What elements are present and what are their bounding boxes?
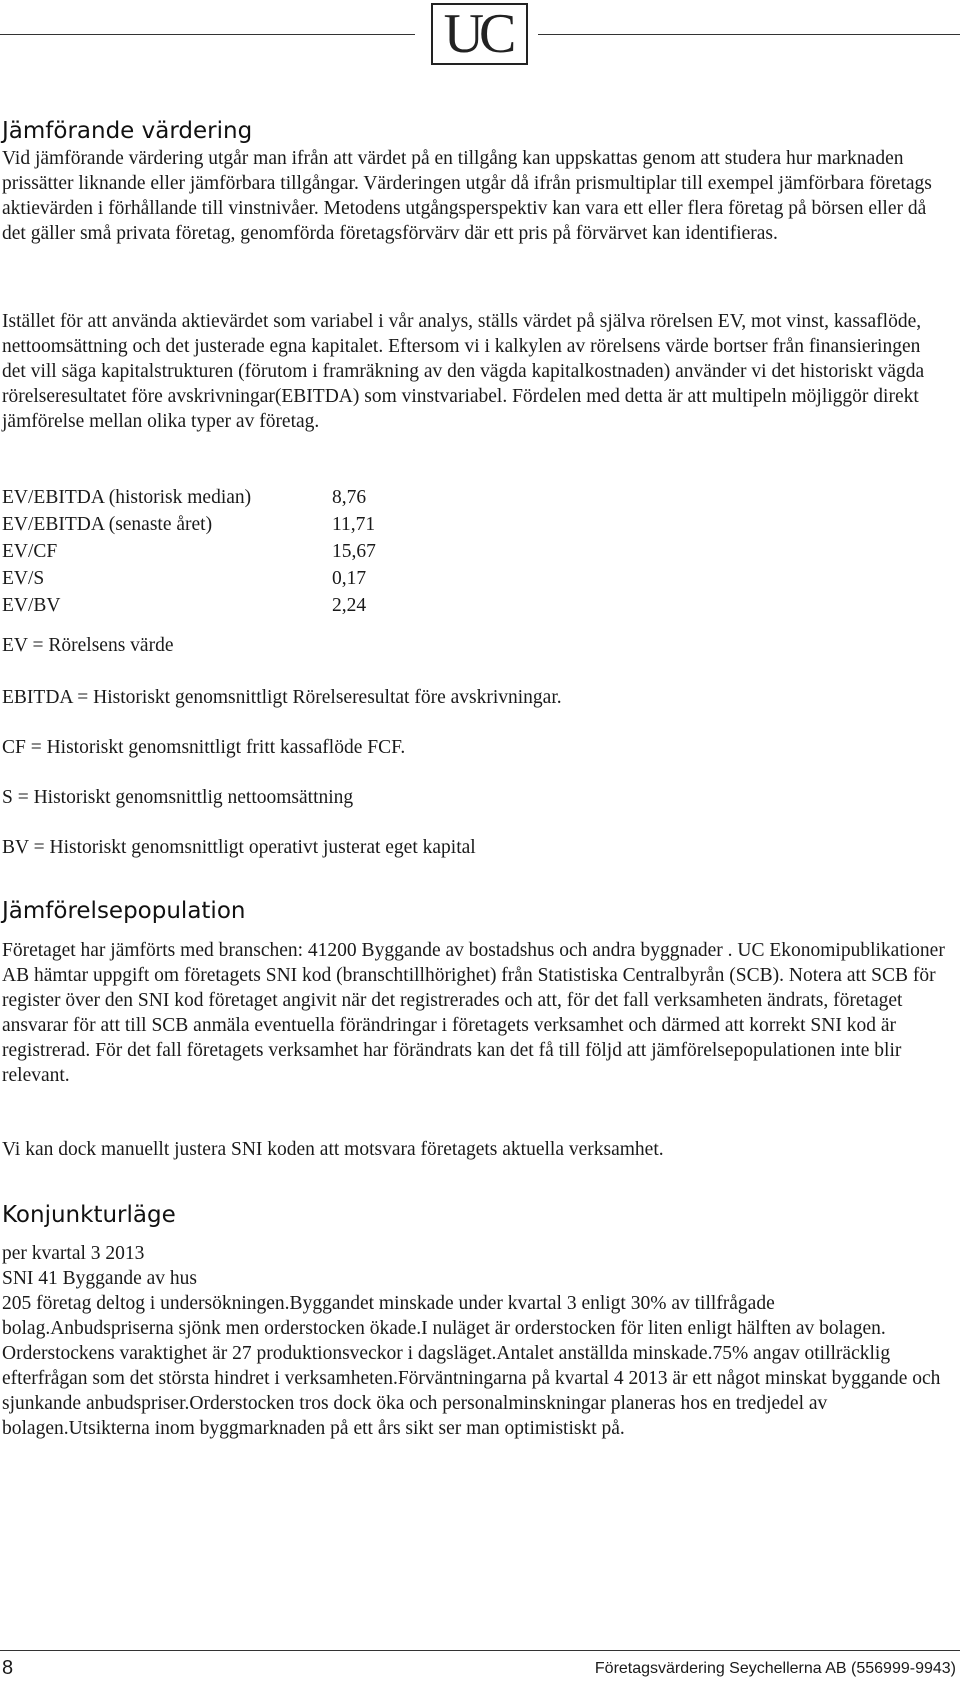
metric-label: EV/EBITDA (senaste året) [2,514,213,535]
definition-s: S = Historiskt genomsnittlig nettoomsättning [2,787,354,808]
definition-ev: EV = Rörelsens värde [2,635,174,656]
konjunktur-block [2,1241,947,1441]
metric-value: 11,71 [332,514,376,535]
uc-logo: UC [431,3,528,65]
metric-value: 15,67 [332,541,376,562]
footer-rule [0,1650,960,1651]
metric-label: EV/CF [2,541,58,562]
metric-label: EV/EBITDA (historisk median) [2,487,252,508]
footer-title: Företagsvärdering Seychellerna AB (556999-9943) [594,1660,956,1677]
section1-paragraph-2: Istället för att använda aktievärdet som variabel i vår analys, ställs värdet på själva rörelsen EV, mot vinst, kassaflöde, nettoomsättning och det justerade egna kapitalet. Eftersom vi i kalkylen av rörelsens värde bortser från finansieringen det vill säga kapitalstrukturen (förutom i framräkning av den vägda kapitalkostnaden) använder vi det historiskt vägda rörelseresultatet före avskrivningar(EBITDA) som vinstvariabel. Fördelen med detta är att multipeln möjliggör direkt jämförelse mellan olika typer av företag. [2,311,925,432]
definition-cf: CF = Historiskt genomsnittligt fritt kassaflöde FCF. [2,737,406,758]
konjunktur-sni: SNI 41 Byggande av hus [2,1268,197,1289]
metric-value: 2,24 [332,595,367,616]
metric-row [2,484,376,511]
header-rule-right [538,34,960,35]
multiples-table [2,484,376,619]
metric-label: EV/BV [2,595,61,616]
metric-row [2,565,376,592]
section-title-konjunkturlage: Konjunkturläge [2,1202,176,1228]
page-number: 8 [2,1657,14,1679]
metric-value: 8,76 [332,487,367,508]
konjunktur-period: per kvartal 3 2013 [2,1243,145,1264]
section1-paragraph-1: Vid jämförande värdering utgår man ifrån att värdet på en tillgång kan uppskattas genom att studera hur marknaden prissätter liknande eller jämförbara tillgångar. Värderingen utgår då ifrån prismultiplar till exempel jämförbara företags aktievärden i förhållande till vinstnivåer. Metodens utgångsperspektiv kan vara ett eller flera företag på börsen eller då det gäller små privata företag, genomförda företagsförvärv där ett pris på förvärvet kan identifieras. [2,148,932,244]
section2-paragraph-2: Vi kan dock manuellt justera SNI koden att motsvara företagets aktuella verksamhet. [2,1139,664,1160]
definition-bv: BV = Historiskt genomsnittligt operativt justerat eget kapital [2,837,476,858]
metric-row [2,511,376,538]
konjunktur-paragraph: 205 företag deltog i undersökningen.Byggandet minskade under kvartal 3 enligt 30% av tillfrågade bolag.Anbudspriserna sjönk men orderstocken ökade.I nuläget är orderstocken för liten enligt hälften av bolagen. Orderstockens varaktighet är 27 produktionsveckor i dagsläget.Antalet anställda minskade.75% angav otillräcklig efterfrågan som det största hindret i verksamheten.Förväntningarna på kvartal 4 2013 är ett något minskat byggande och sjunkande anbudspriser.Orderstocken tros dock öka och personalminskningar planeras hos en tredjedel av bolagen.Utsikterna inom byggmarknaden på ett års sikt ser man optimistiskt på. [2,1293,941,1439]
header-rule-left [0,34,415,35]
metric-row [2,538,376,565]
section-title-jamforande-vardering: Jämförande värdering [2,118,253,144]
metric-label: EV/S [2,568,45,589]
section-title-jamforelsepopulation: Jämförelsepopulation [2,898,246,924]
section2-paragraph-1: Företaget har jämförts med branschen: 41200 Byggande av bostadshus och andra byggnader . UC Ekonomipublikationer AB hämtar uppgift om företagets SNI kod (branschtillhörighet) från Statistiska Centralbyrån (SCB). Notera att SCB för register över den SNI kod företaget angivit när det registrerades och att, för det fall verksamheten ändrats, företaget ansvarar för att till SCB anmäla eventuella förändringar i företagets verksamhet och därmed att korrekt SNI kod är registrerad. För det fall företagets verksamhet har förändrats kan det få till följd att jämförelsepopulationen inte blir relevant. [2,940,945,1086]
definition-ebitda: EBITDA = Historiskt genomsnittligt Rörelseresultat före avskrivningar. [2,687,562,708]
metric-value: 0,17 [332,568,367,589]
metric-row [2,592,376,619]
